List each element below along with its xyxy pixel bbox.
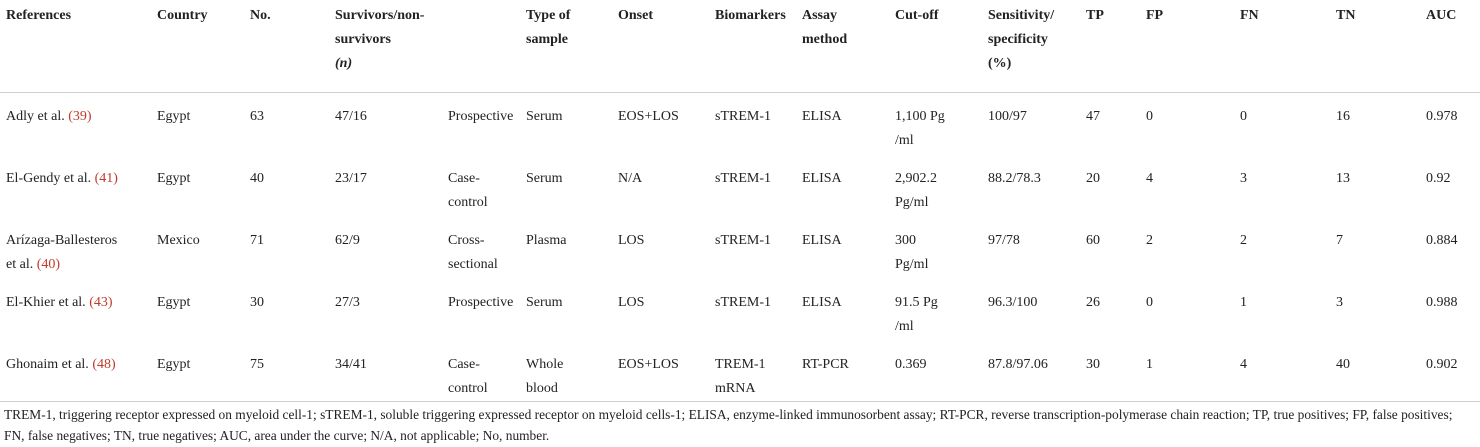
cell-no: 40 bbox=[250, 171, 264, 186]
cell-biomarker: sTREM-1 bbox=[715, 295, 771, 310]
cell-no: 30 bbox=[250, 295, 264, 310]
cell-country: Mexico bbox=[157, 233, 200, 248]
cell-fp: 4 bbox=[1146, 171, 1153, 186]
reference-text: Adly et al. bbox=[6, 109, 69, 124]
cell-fn: 3 bbox=[1240, 171, 1247, 186]
reference-text: Arízaga-Ballesteros et al. bbox=[6, 233, 118, 272]
cell-sample: Serum bbox=[526, 109, 563, 124]
cell-fn: 0 bbox=[1240, 109, 1247, 124]
col-header-references: References bbox=[0, 0, 151, 93]
cell-reference bbox=[0, 93, 151, 154]
col-header-sensitivity-specificity: Sensitivity/ specificity (%) bbox=[982, 0, 1080, 93]
cell-fn: 1 bbox=[1240, 295, 1247, 310]
col-header-survivors bbox=[329, 0, 520, 93]
col-header-cutoff: Cut-off bbox=[889, 0, 982, 93]
cell-auc: 0.988 bbox=[1426, 295, 1458, 310]
cell-sample: Plasma bbox=[526, 233, 567, 248]
col-header-tn: TN bbox=[1330, 0, 1420, 93]
col-header-fp: FP bbox=[1140, 0, 1234, 93]
cell-biomarker: sTREM-1 bbox=[715, 109, 771, 124]
cell-survivors: 27/3 bbox=[335, 295, 360, 310]
cell-fn: 4 bbox=[1234, 339, 1330, 402]
cell-country: Egypt bbox=[157, 171, 191, 186]
cell-tp: 47 bbox=[1086, 109, 1100, 124]
col-header-no: No. bbox=[244, 0, 329, 93]
cell-sample: Whole blood bbox=[520, 339, 612, 402]
cell-no: 71 bbox=[250, 233, 264, 248]
cell-onset: LOS bbox=[618, 295, 645, 310]
cell-survivors: 34/41 bbox=[329, 339, 448, 402]
cell-auc: 0.902 bbox=[1420, 339, 1480, 402]
cell-fp: 0 bbox=[1146, 295, 1153, 310]
header-row bbox=[0, 0, 1480, 93]
cell-fp: 1 bbox=[1140, 339, 1234, 402]
cell-sample: Serum bbox=[526, 171, 563, 186]
cell-no: 75 bbox=[244, 339, 329, 402]
cell-onset: LOS bbox=[618, 233, 645, 248]
table-row bbox=[0, 93, 1480, 154]
cell-study-design: Cross- sectional bbox=[448, 233, 498, 272]
cell-survivors: 47/16 bbox=[335, 109, 367, 124]
cell-country: Egypt bbox=[157, 295, 191, 310]
cell-cutoff: 0.369 bbox=[889, 339, 982, 402]
citation-link[interactable]: (40) bbox=[36, 257, 61, 272]
citation-link[interactable]: (39) bbox=[68, 109, 92, 124]
table-row bbox=[0, 153, 1480, 215]
cell-survivors: 23/17 bbox=[335, 171, 367, 186]
cell-tn: 40 bbox=[1330, 339, 1420, 402]
cell-assay: ELISA bbox=[802, 109, 842, 124]
cell-sensitivity-specificity: 88.2/78.3 bbox=[988, 171, 1041, 186]
cell-biomarker: sTREM-1 bbox=[715, 171, 771, 186]
cell-assay: ELISA bbox=[802, 295, 842, 310]
cell-country: Egypt bbox=[157, 109, 191, 124]
cell-assay: ELISA bbox=[802, 171, 842, 186]
cell-no: 63 bbox=[250, 109, 264, 124]
cell-sensitivity-specificity: 100/97 bbox=[988, 109, 1027, 124]
cell-biomarker: TREM-1 mRNA bbox=[709, 339, 796, 402]
cell-cutoff: 91.5 Pg /ml bbox=[895, 295, 938, 334]
col-header-survivors-text: Survivors/non- survivors bbox=[335, 8, 425, 47]
citation-link[interactable]: (43) bbox=[89, 295, 113, 310]
cell-sample: Serum bbox=[526, 295, 563, 310]
cell-tn: 3 bbox=[1336, 295, 1343, 310]
cell-tn: 7 bbox=[1336, 233, 1343, 248]
reference-text: El-Gendy et al. bbox=[6, 171, 95, 186]
cell-fn: 2 bbox=[1240, 233, 1247, 248]
cell-study-design: Case- control bbox=[448, 339, 520, 402]
cell-study-design: Case- control bbox=[448, 171, 488, 210]
citation-link[interactable]: (41) bbox=[94, 171, 118, 186]
cell-auc: 0.884 bbox=[1426, 233, 1458, 248]
cell-fp: 0 bbox=[1146, 109, 1153, 124]
cell-cutoff: 300 Pg/ml bbox=[895, 233, 929, 272]
col-header-fn: FN bbox=[1234, 0, 1330, 93]
citation-link[interactable]: (48) bbox=[92, 357, 116, 372]
col-header-onset: Onset bbox=[612, 0, 709, 93]
cell-assay: ELISA bbox=[802, 233, 842, 248]
cell-sensitivity-specificity: 87.8/97.06 bbox=[982, 339, 1080, 402]
cell-auc: 0.92 bbox=[1426, 171, 1451, 186]
table-footnote: TREM-1, triggering receptor expressed on myeloid cell-1; sTREM-1, soluble triggering expressed receptor on myeloid cells-1; ELISA, enzyme-linked immunosorbent assay; RT-PCR, reverse transcription-polymerase chain reaction; TP, true positives; FP, false positives; FN, false negatives; TN, true negatives; AUC, area under the curve; N/A, not applicable; No, number. bbox=[4, 407, 1453, 443]
cell-tp: 60 bbox=[1086, 233, 1100, 248]
cell-study-design: Prospective bbox=[448, 295, 514, 310]
col-header-type-of-sample: Type of sample bbox=[520, 0, 612, 93]
cell-study-design: Prospective bbox=[448, 109, 514, 124]
cell-cutoff: 2,902.2 Pg/ml bbox=[895, 171, 937, 210]
cell-reference bbox=[0, 339, 151, 402]
cell-sensitivity-specificity: 96.3/100 bbox=[988, 295, 1038, 310]
reference-text: Ghonaim et al. bbox=[6, 357, 93, 372]
cell-tp: 20 bbox=[1086, 171, 1100, 186]
cell-reference bbox=[0, 277, 151, 339]
col-header-assay-method: Assay method bbox=[796, 0, 889, 93]
cell-onset: N/A bbox=[618, 171, 643, 186]
cell-reference bbox=[0, 215, 151, 277]
cell-tn: 16 bbox=[1336, 109, 1350, 124]
cell-biomarker: sTREM-1 bbox=[715, 233, 771, 248]
col-header-biomarkers: Biomarkers bbox=[709, 0, 796, 93]
cell-tp: 26 bbox=[1086, 295, 1100, 310]
cell-auc: 0.978 bbox=[1426, 109, 1458, 124]
cell-reference bbox=[0, 153, 151, 215]
cell-fp: 2 bbox=[1146, 233, 1153, 248]
cell-onset: EOS+LOS bbox=[612, 339, 709, 402]
cell-assay: RT-PCR bbox=[796, 339, 889, 402]
table-row bbox=[0, 215, 1480, 277]
cell-sensitivity-specificity: 97/78 bbox=[988, 233, 1020, 248]
cell-tp: 30 bbox=[1080, 339, 1140, 402]
col-header-auc: AUC bbox=[1420, 0, 1480, 93]
cell-cutoff: 1,100 Pg /ml bbox=[895, 109, 945, 148]
cell-country: Egypt bbox=[151, 339, 244, 402]
cell-onset: EOS+LOS bbox=[618, 109, 679, 124]
reference-text: El-Khier et al. bbox=[6, 295, 90, 310]
col-header-tp: TP bbox=[1080, 0, 1140, 93]
col-header-country: Country bbox=[151, 0, 244, 93]
cell-survivors: 62/9 bbox=[335, 233, 360, 248]
table-row bbox=[0, 339, 1480, 402]
col-header-survivors-n: (n) bbox=[335, 56, 353, 71]
cell-tn: 13 bbox=[1336, 171, 1350, 186]
table-row bbox=[0, 277, 1480, 339]
